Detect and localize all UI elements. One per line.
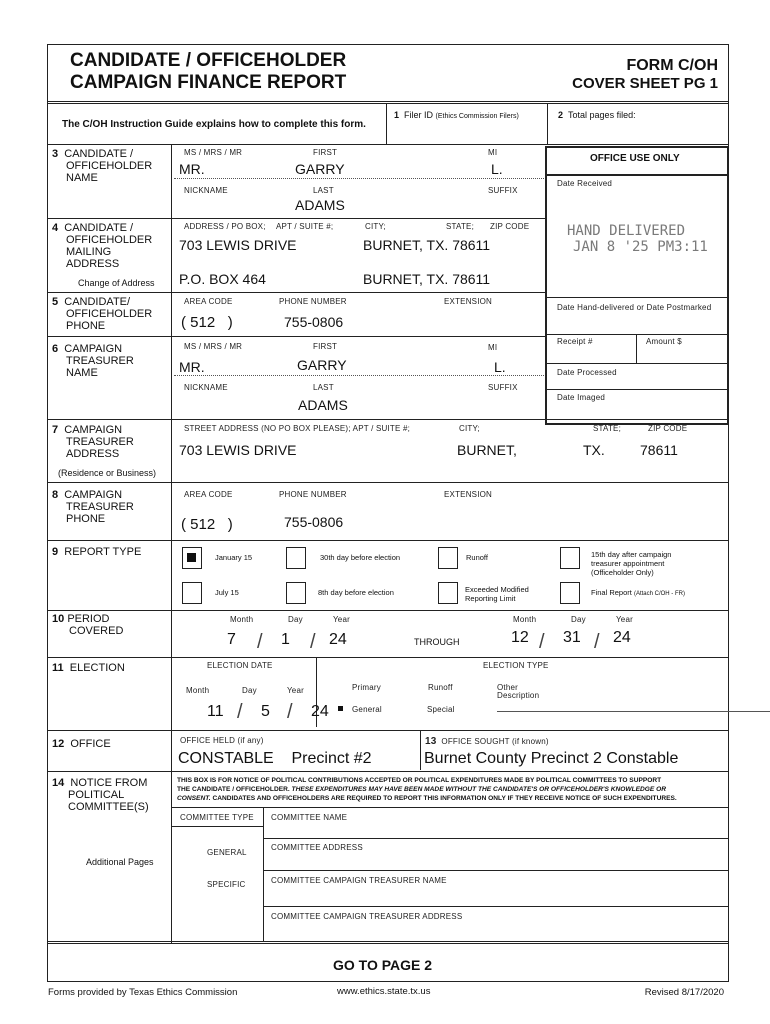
s5-area-value[interactable]: ( 512 ) [181, 314, 233, 331]
s10-from-year-label: Year [333, 615, 350, 624]
footer-website-link[interactable]: www.ethics.state.tx.us [337, 986, 431, 997]
s3-mi-value[interactable]: L. [491, 161, 503, 177]
s3-prefix-value[interactable]: MR. [179, 161, 205, 177]
s10-to-year[interactable]: 24 [613, 629, 631, 646]
s7-state-value[interactable]: TX. [583, 442, 605, 458]
committee-type-divider [263, 807, 264, 941]
s7-city-value[interactable]: BURNET, [457, 442, 517, 458]
row-divider-6 [47, 419, 729, 420]
s6-last-label: LAST [313, 383, 334, 392]
s7-zip-value[interactable]: 78611 [640, 442, 678, 458]
s6-last-value[interactable]: ADAMS [298, 397, 348, 413]
s3-suffix-label: SUFFIX [488, 186, 518, 195]
header-divider [47, 101, 729, 104]
section-4-label: 4 CANDIDATE / OFFICEHOLDER MAILING ADDRESS [52, 222, 153, 270]
go-to-page-2: GO TO PAGE 2 [333, 957, 433, 973]
form-title-line1: CANDIDATE / OFFICEHOLDER [70, 50, 347, 71]
office-use-line-5 [546, 389, 727, 390]
change-of-address-label: Change of Address [78, 278, 155, 288]
other-label-2: Description [497, 691, 540, 700]
footer-provided-by: Forms provided by Texas Ethics Commission [48, 987, 238, 998]
row-divider-3 [47, 218, 545, 219]
s10-slash-4: / [594, 631, 600, 653]
s10-from-day-label: Day [288, 615, 303, 624]
s6-mi-value[interactable]: L. [494, 359, 506, 375]
section-8-label: 8 CAMPAIGN TREASURER PHONE [52, 489, 134, 525]
s6-prefix-value[interactable]: MR. [179, 359, 205, 375]
row-divider-11 [47, 730, 729, 731]
s4-city-label: CITY; [365, 222, 386, 231]
treasurer-address-label: COMMITTEE CAMPAIGN TREASURER ADDRESS [271, 912, 463, 921]
committee-type-underline [171, 826, 263, 827]
s7-street-label: STREET ADDRESS (NO PO BOX PLEASE); APT / SUITE #; [184, 424, 411, 433]
treasurer-name-line [263, 906, 729, 907]
office-sought-divider [420, 730, 421, 770]
primary-label: Primary [352, 683, 381, 692]
s8-ext-label: EXTENSION [444, 490, 493, 499]
runoff-label: Runoff [466, 553, 488, 562]
committee-name-label: COMMITTEE NAME [271, 813, 348, 822]
date-hand-delivered-label: Date Hand-delivered or Date Postmarked [557, 303, 712, 312]
s3-nick-label: NICKNAME [184, 186, 228, 195]
pages-divider [547, 104, 548, 144]
row-divider-7 [47, 482, 729, 483]
exceeded-label-2: Reporting Limit [465, 594, 516, 603]
section-6-label: 6 CAMPAIGN TREASURER NAME [52, 343, 134, 379]
office-sought-value[interactable]: Burnet County Precinct 2 Constable [424, 750, 679, 767]
s5-ext-label: EXTENSION [444, 297, 493, 306]
s11-slash-2: / [287, 701, 293, 723]
row-divider-8 [47, 540, 729, 541]
filer-id-divider [386, 104, 387, 144]
total-pages-label: Total pages filed: [568, 110, 636, 120]
s10-to-day-label: Day [571, 615, 586, 624]
s6-first-label: FIRST [313, 342, 338, 351]
s4-new-address-value[interactable]: P.O. BOX 464 [179, 271, 266, 287]
s11-month[interactable]: 11 [207, 703, 224, 720]
hand-delivered-stamp-date: JAN 8 '25 PM3:11 [573, 239, 708, 255]
jan15-label: January 15 [215, 553, 253, 562]
office-held-value[interactable]: CONSTABLE Precinct #2 [178, 750, 372, 767]
instructions-text: The C/OH Instruction Guide explains how to complete this form. [62, 119, 366, 130]
s7-residence-label: (Residence or Business) [58, 468, 157, 478]
s11-slash-1: / [237, 701, 243, 723]
s3-last-value[interactable]: ADAMS [295, 197, 345, 213]
row-divider-10 [47, 657, 729, 658]
s10-to-day[interactable]: 31 [563, 629, 581, 646]
exceeded-checkbox[interactable] [438, 582, 458, 604]
row-divider-1 [47, 144, 729, 145]
notice-line-3: CONSENT. CANDIDATES AND OFFICEHOLDERS ARE REQUIRED TO REPORT THIS INFORMATION ONLY IF THEY RECEIVE NOTICE OF SUCH EXPENDITURES. [177, 795, 677, 802]
day15-checkbox[interactable] [560, 547, 580, 569]
total-pages-number: 2 [558, 110, 564, 120]
day8-label: 8th day before election [318, 588, 394, 597]
committee-address-line [263, 870, 729, 871]
s10-to-month-label: Month [513, 615, 537, 624]
office-held-label: OFFICE HELD (if any) [180, 736, 264, 745]
s4-address-value[interactable]: 703 LEWIS DRIVE [179, 237, 297, 253]
office-use-title-line [546, 174, 727, 176]
form-id-line1: FORM C/OH [626, 57, 718, 74]
form-title-line2: CAMPAIGN FINANCE REPORT [70, 72, 347, 93]
office-use-line-4 [546, 363, 727, 364]
s7-state-label: STATE; [593, 424, 622, 433]
committee-general-label[interactable]: GENERAL [207, 848, 247, 857]
section-11-label: 11 ELECTION [52, 662, 125, 674]
date-processed-label: Date Processed [557, 368, 617, 377]
filer-id-sub: (Ethics Commission Filers) [435, 113, 519, 120]
notice-divider [171, 807, 729, 808]
election-date-label: ELECTION DATE [207, 661, 273, 670]
s8-area-value[interactable]: ( 512 ) [181, 516, 233, 533]
s3-prefix-label: MS / MRS / MR [184, 148, 243, 157]
day8-checkbox[interactable] [286, 582, 306, 604]
s11-day[interactable]: 5 [261, 703, 270, 720]
day30-label: 30th day before election [320, 553, 401, 562]
final-report-checkbox[interactable] [560, 582, 580, 604]
special-label: Special [427, 705, 455, 714]
notice-line-1: THIS BOX IS FOR NOTICE OF POLITICAL CONTRIBUTIONS ACCEPTED OR POLITICAL EXPENDITURES MADE BY POLITICAL COMMITTEES TO SUPPORT [177, 777, 662, 784]
s11-month-label: Month [186, 686, 210, 695]
treasurer-name-label: COMMITTEE CAMPAIGN TREASURER NAME [271, 876, 447, 885]
committee-address-label: COMMITTEE ADDRESS [271, 843, 363, 852]
row-divider-9 [47, 610, 729, 611]
section-12-label: 12 OFFICE [52, 738, 111, 750]
section-5-label: 5 CANDIDATE/ OFFICEHOLDER PHONE [52, 296, 153, 332]
committee-type-label: COMMITTEE TYPE [180, 813, 254, 822]
section-14-label: 14 NOTICE FROM POLITICAL COMMITTEE(S) [52, 777, 149, 813]
additional-pages-label: Additional Pages [86, 857, 154, 867]
s10-to-year-label: Year [616, 615, 633, 624]
date-received-label: Date Received [557, 179, 613, 188]
runoff-type-label: Runoff [428, 683, 453, 692]
s5-phone-value[interactable]: 755-0806 [284, 314, 344, 330]
s8-area-label: AREA CODE [184, 490, 233, 499]
amount-label: Amount $ [646, 337, 682, 346]
receipt-divider [636, 334, 637, 363]
general-label: General [352, 705, 382, 714]
s10-from-day[interactable]: 1 [281, 631, 290, 648]
s7-zip-label: ZIP CODE [648, 424, 688, 433]
committee-name-line [263, 838, 729, 839]
s11-day-label: Day [242, 686, 257, 695]
filer-id-number: 1 [394, 110, 400, 120]
s6-first-value[interactable]: GARRY [297, 357, 347, 373]
election-type-label: ELECTION TYPE [483, 661, 549, 670]
jul15-label: July 15 [215, 588, 239, 597]
section-10-label: 10 PERIOD COVERED [52, 613, 124, 637]
footer-revised: Revised 8/17/2020 [644, 987, 724, 998]
office-use-line-2 [546, 297, 727, 298]
other-label-1: Other [497, 683, 519, 692]
s10-slash-1: / [257, 631, 263, 653]
s6-nick-label: NICKNAME [184, 383, 228, 392]
s11-year[interactable]: 24 [311, 703, 329, 720]
s3-first-label: FIRST [313, 148, 338, 157]
other-description-line [497, 711, 770, 712]
s4-addr-label: ADDRESS / PO BOX; [184, 222, 266, 231]
s4-new-city-value[interactable]: BURNET, TX. 78611 [363, 271, 491, 287]
form-id-line2: COVER SHEET PG 1 [572, 75, 718, 92]
s10-from-month-label: Month [230, 615, 254, 624]
office-sought-label: 13 OFFICE SOUGHT (if known) [425, 736, 549, 747]
s6-suffix-label: SUFFIX [488, 383, 518, 392]
total-pages-field[interactable] [558, 110, 636, 120]
runoff-checkbox[interactable] [438, 547, 458, 569]
s4-apt-label: APT / SUITE #; [276, 222, 334, 231]
s3-dotted-line [174, 178, 544, 179]
s5-phone-label: PHONE NUMBER [279, 297, 347, 306]
day30-checkbox[interactable] [286, 547, 306, 569]
s10-to-month[interactable]: 12 [511, 629, 529, 646]
s4-city-value[interactable]: BURNET, TX. 78611 [363, 237, 491, 253]
committee-specific-label[interactable]: SPECIFIC [207, 880, 246, 889]
s10-from-year[interactable]: 24 [329, 631, 347, 648]
filer-id-label: Filer ID [404, 110, 434, 120]
office-use-title: OFFICE USE ONLY [590, 153, 680, 164]
s8-phone-label: PHONE NUMBER [279, 490, 347, 499]
notice-line-2: THE CANDIDATE / OFFICEHOLDER. THESE EXPENDITURES MAY HAVE BEEN MADE WITHOUT THE CANDIDATE'S OR OFFICEHOLDER'S KNOWLEDGE OR [177, 786, 667, 793]
day15-label-1: 15th day after campaign [591, 550, 672, 559]
exceeded-label-1: Exceeded Modified [465, 585, 529, 594]
s10-slash-2: / [310, 631, 316, 653]
s11-year-label: Year [287, 686, 304, 695]
section-9-label: 9 REPORT TYPE [52, 546, 142, 558]
final-report-label: Final Report (Attach C/OH - FR) [591, 588, 685, 597]
s3-last-label: LAST [313, 186, 334, 195]
s10-from-month[interactable]: 7 [227, 631, 236, 648]
section-7-label: 7 CAMPAIGN TREASURER ADDRESS [52, 424, 134, 460]
s3-mi-label: MI [488, 148, 498, 157]
s10-through-label: THROUGH [414, 637, 460, 647]
s4-state-label: STATE; [446, 222, 475, 231]
row-divider-14 [47, 941, 729, 944]
row-divider-4 [47, 292, 545, 293]
s10-slash-3: / [539, 631, 545, 653]
s7-city-label: CITY; [459, 424, 480, 433]
filer-id-field[interactable] [394, 110, 519, 120]
jul15-checkbox[interactable] [182, 582, 202, 604]
s8-phone-value[interactable]: 755-0806 [284, 514, 344, 530]
s6-mi-label: MI [488, 343, 498, 352]
date-imaged-label: Date Imaged [557, 393, 606, 402]
s6-dotted-line [174, 375, 544, 376]
s4-zip-label: ZIP CODE [490, 222, 530, 231]
day15-label-2: treasurer appointment [591, 559, 665, 568]
hand-delivered-stamp: HAND DELIVERED [567, 223, 686, 239]
s5-area-label: AREA CODE [184, 297, 233, 306]
general-marker-icon [338, 706, 343, 711]
s6-prefix-label: MS / MRS / MR [184, 342, 243, 351]
s3-first-value[interactable]: GARRY [295, 161, 345, 177]
row-divider-5 [47, 336, 545, 337]
row-divider-12 [47, 771, 729, 772]
s7-street-value[interactable]: 703 LEWIS DRIVE [179, 442, 297, 458]
day15-label-3: (Officeholder Only) [591, 568, 654, 577]
jan15-checkbox[interactable] [182, 547, 202, 569]
receipt-label: Receipt # [557, 337, 593, 346]
label-column-divider [171, 144, 172, 944]
section-3-label: 3 CANDIDATE / OFFICEHOLDER NAME [52, 148, 153, 184]
